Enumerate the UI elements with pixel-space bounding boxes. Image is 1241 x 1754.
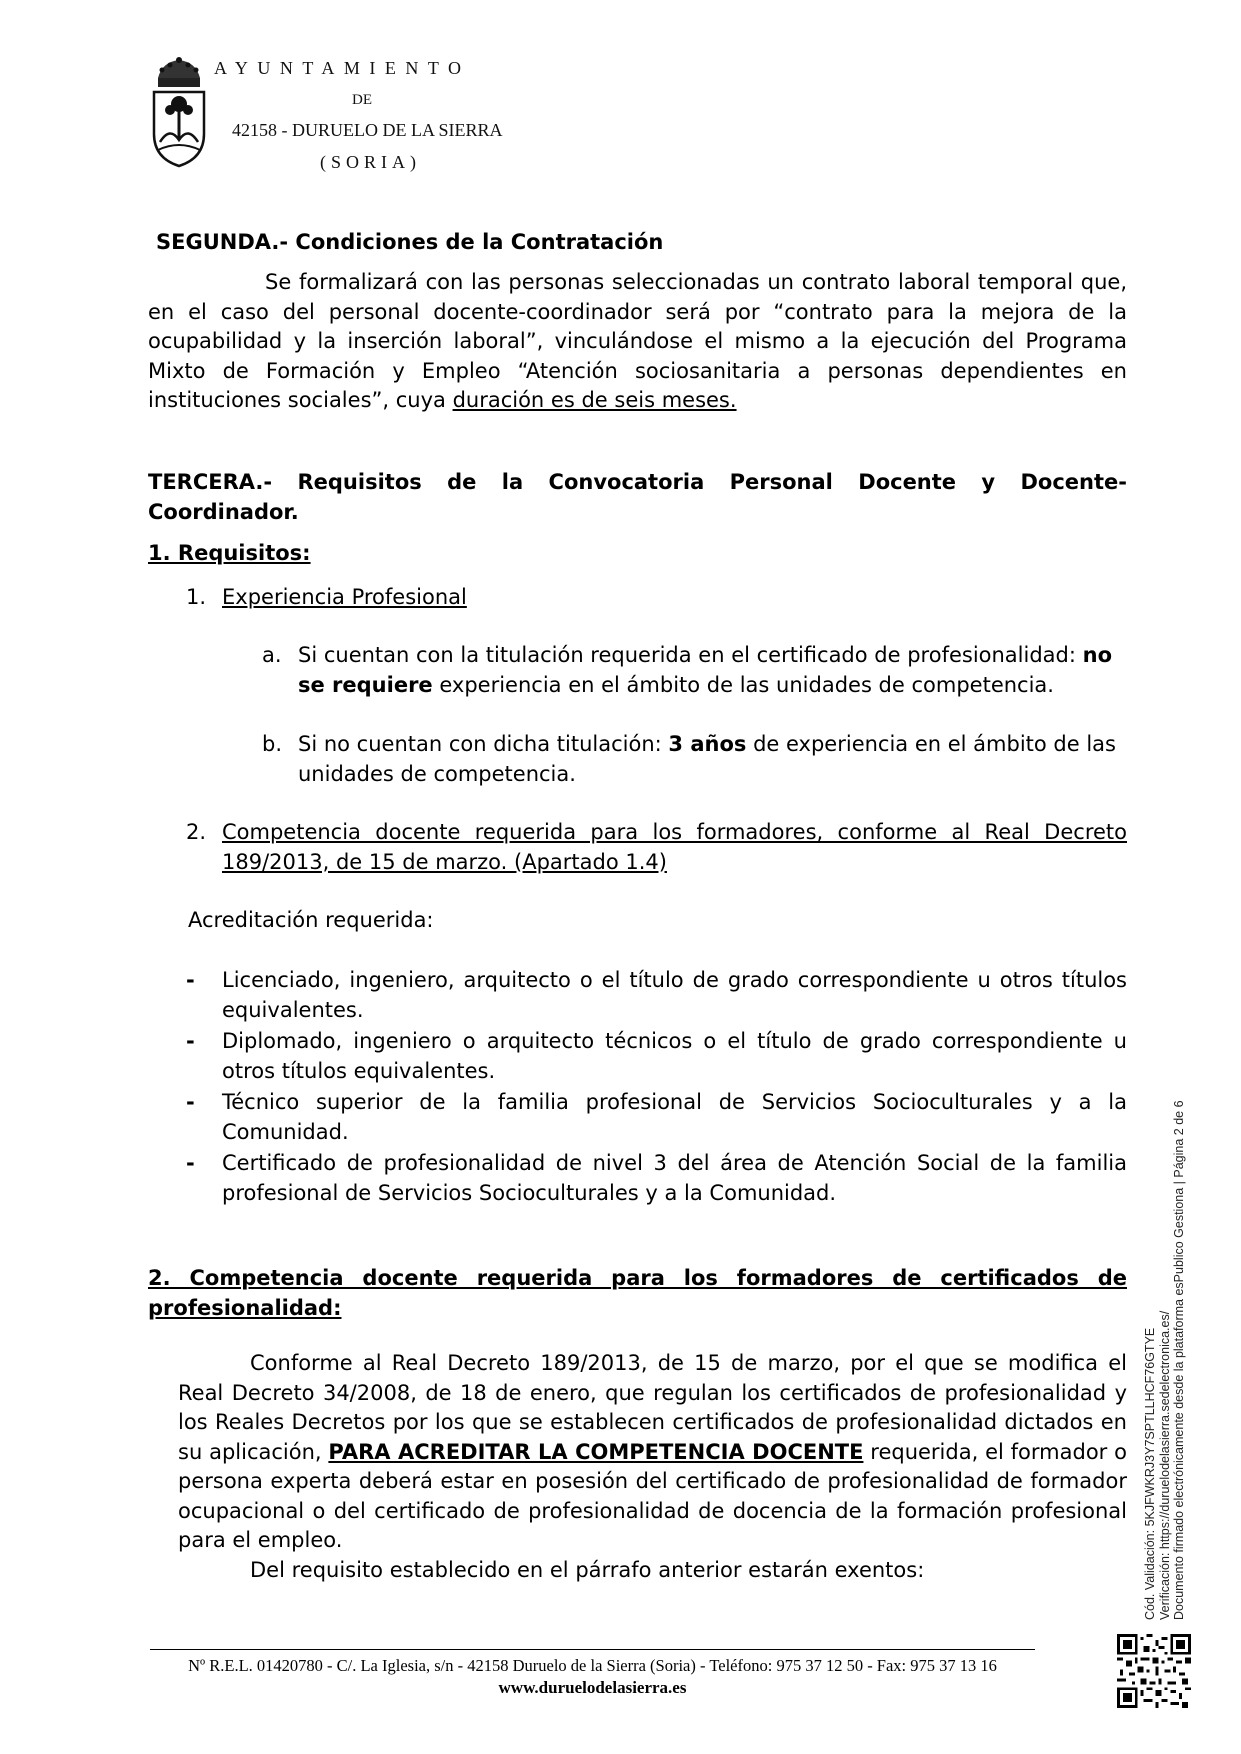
paragraph-exentos: Del requisito establecido en el párrafo anterior estarán exentos: bbox=[250, 1558, 925, 1582]
item-a-pre: Si cuentan con la titulación requerida en el certificado de profesionalidad: bbox=[298, 643, 1083, 667]
list-marker-2: 2. bbox=[186, 820, 207, 844]
bullet-item: Técnico superior de la familia profesional de Servicios Socioculturales y a la Comunidad. bbox=[222, 1090, 1127, 1144]
paragraph-real-decreto bbox=[178, 1349, 1127, 1556]
section-segunda-title: SEGUNDA.- Condiciones de la Contratación bbox=[156, 230, 664, 254]
bullet-item: Licenciado, ingeniero, arquitecto o el título de grado correspondiente u otros títulos equivalentes. bbox=[222, 968, 1127, 1022]
footer-website: www.duruelodelasierra.es bbox=[498, 1678, 687, 1697]
coat-of-arms-logo bbox=[148, 56, 210, 168]
subheading-competencia-docente: 2. Competencia docente requerida para los formadores de certificados de profesionalidad: bbox=[148, 1266, 1127, 1320]
item-a-text bbox=[298, 641, 1128, 700]
qr-code-icon bbox=[1117, 1634, 1191, 1708]
subheading-requisitos: 1. Requisitos: bbox=[148, 541, 311, 565]
bullet-marker: - bbox=[186, 968, 195, 992]
bullet-item: Certificado de profesionalidad de nivel 3 del área de Atención Social de la familia profesional de Servicios Socioculturales y a la Comunidad. bbox=[222, 1151, 1127, 1205]
stamp-verification-url: Verificación: https://duruelodelasierra.sedelectronica.es/ bbox=[1157, 1310, 1172, 1620]
list-marker-a: a. bbox=[262, 643, 282, 667]
bullet-marker: - bbox=[186, 1151, 195, 1175]
section-tercera-title: TERCERA.- Requisitos de la Convocatoria Personal Docente y Docente-Coordinador. bbox=[148, 470, 1127, 524]
stamp-validation-code: Cód. Validación: 5KJFWKRJ3Y7SPTLLHCF76GTYE bbox=[1143, 1327, 1157, 1620]
item-b-text bbox=[298, 730, 1128, 789]
header-line-de: DE bbox=[352, 92, 372, 108]
bullet-marker: - bbox=[186, 1029, 195, 1053]
item-b-post: de experiencia en el ámbito de las unidades de competencia. bbox=[298, 732, 1116, 786]
header-line-municipality: 42158 - DURUELO DE LA SIERRA bbox=[232, 120, 503, 140]
segunda-duration: duración es de seis meses. bbox=[452, 388, 737, 412]
footer-divider bbox=[150, 1649, 1035, 1650]
segunda-text: Se formalizará con las personas seleccionadas un contrato laboral temporal que, en el caso del personal docente-coordinador será por “contrato para la mejora de la ocupabilidad y la inserción laboral”, vinculándose el mismo a la ejecución del Programa Mixto de Formación y Empleo “Atención sociosanitaria a personas dependientes en instituciones sociales”, cuya bbox=[148, 270, 1127, 412]
para2-pre: Conforme al Real Decreto 189/2013, de 15 de marzo, por el que se modifica el Real Decreto 34/2008, de 18 de enero, que regulan los certificados de profesionalidad y los Reales Decretos por los que se establecen certificados de profesionalidad dictados en su aplicación, bbox=[178, 1351, 1127, 1464]
item-b-pre: Si no cuentan con dicha titulación: bbox=[298, 732, 669, 756]
item-competencia-docente: Competencia docente requerida para los formadores, conforme al Real Decreto 189/2013, de 15 de marzo. (Apartado 1.4) bbox=[222, 820, 1127, 874]
para2-post: requerida, el formador o persona experta deberá estar en posesión del certificado de profesionalidad de formador ocupacional o del certificado de profesionalidad de docencia de la formación profesional para el empleo. bbox=[178, 1439, 1127, 1552]
header-line-province: (SORIA) bbox=[320, 152, 421, 172]
footer-address: Nº R.E.L. 01420780 - C/. La Iglesia, s/n - 42158 Duruelo de la Sierra (Soria) - Teléfono: 975 37 12 50 - Fax: 975 37 13 16 bbox=[188, 1656, 997, 1675]
item-experiencia-profesional: Experiencia Profesional bbox=[222, 585, 467, 609]
list-marker-b: b. bbox=[262, 732, 283, 756]
item-a-bold: no se requiere bbox=[298, 643, 1113, 697]
bullet-item: Diplomado, ingeniero o arquitecto técnicos o el título de grado correspondiente u otros títulos equivalentes. bbox=[222, 1029, 1127, 1083]
acreditacion-label: Acreditación requerida: bbox=[188, 908, 434, 932]
item-b-bold: 3 años bbox=[668, 732, 747, 756]
stamp-signature-note: Documento firmado electrónicamente desde la plataforma esPublico Gestiona | Página 2 de 6 bbox=[1172, 1100, 1186, 1620]
validation-stamp bbox=[1143, 1100, 1187, 1620]
header-line-ayuntamiento: AYUNTAMIENTO bbox=[214, 58, 471, 78]
bullet-marker: - bbox=[186, 1090, 195, 1114]
list-marker-1: 1. bbox=[186, 585, 207, 609]
item-a-post: experiencia en el ámbito de las unidades de competencia. bbox=[432, 672, 1054, 697]
para2-bold: PARA ACREDITAR LA COMPETENCIA DOCENTE bbox=[328, 1439, 864, 1464]
section-segunda-paragraph bbox=[148, 268, 1127, 416]
